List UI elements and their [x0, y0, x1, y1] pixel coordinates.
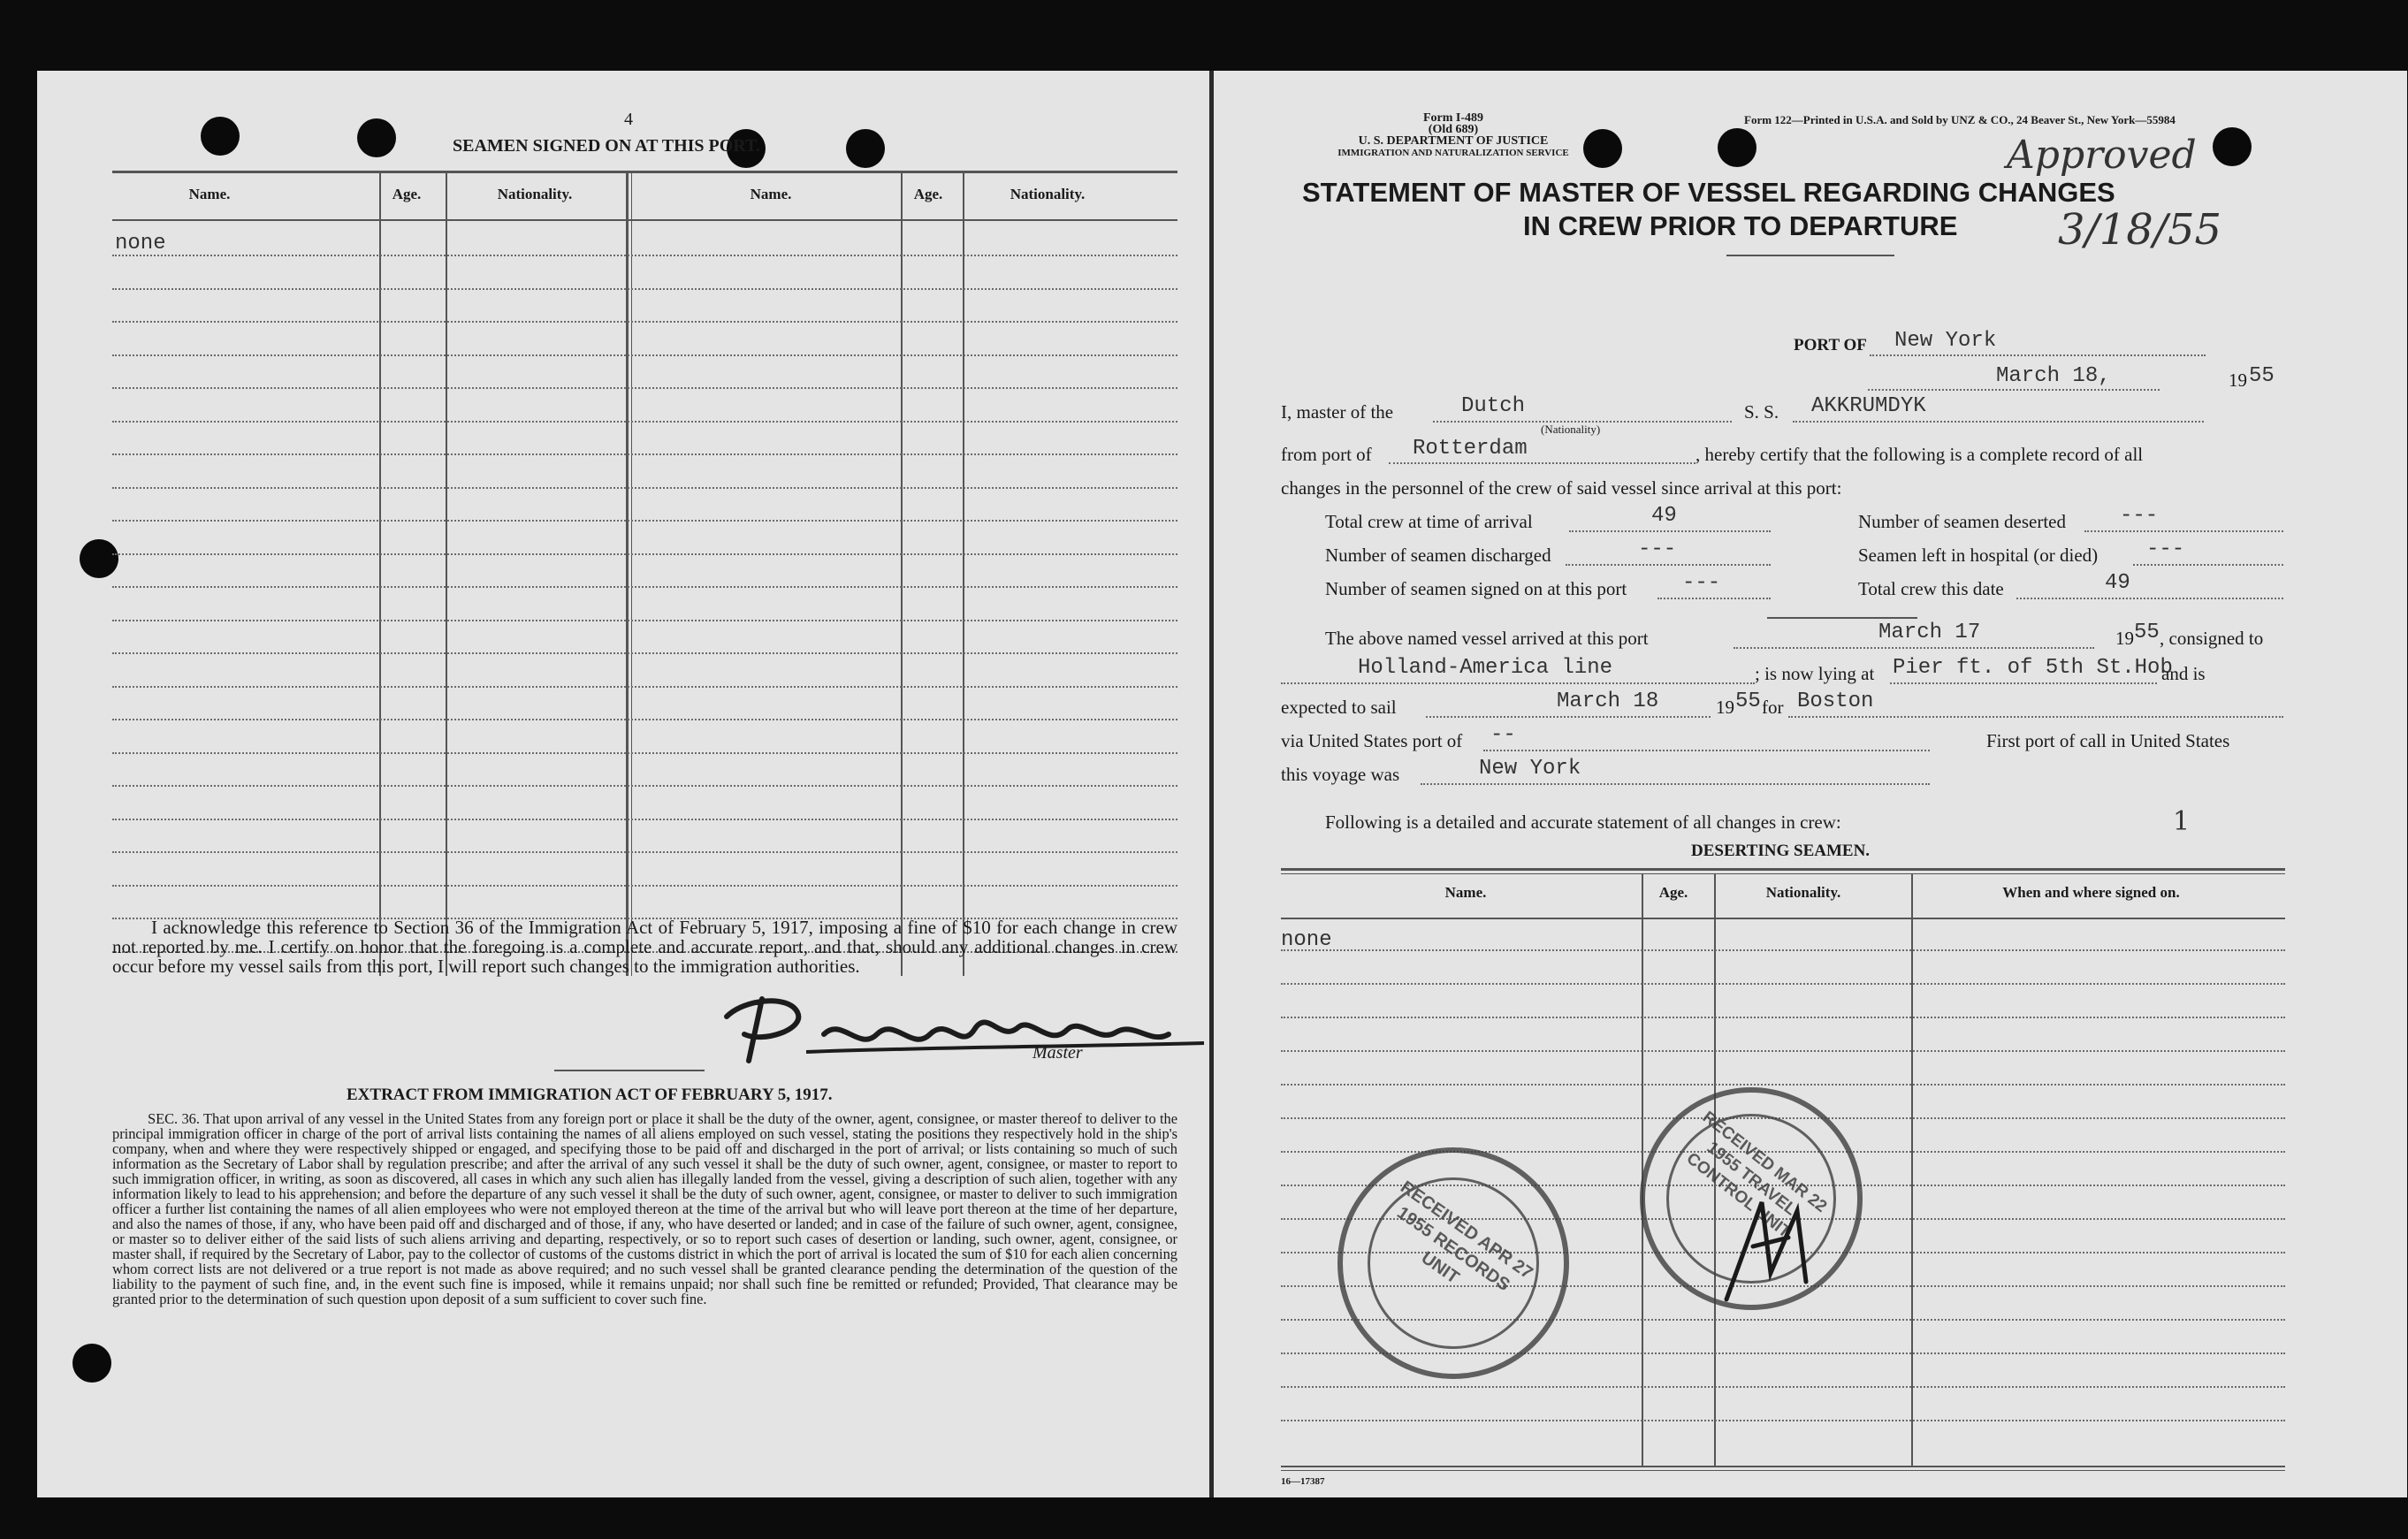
arrived-year-prefix: 19	[2115, 628, 2134, 649]
ss-label: S. S.	[1744, 401, 1779, 423]
fill-line	[1389, 462, 1696, 464]
fill-line	[2016, 598, 2283, 599]
table-bottom-rule	[1281, 1466, 2285, 1467]
column-divider	[1911, 873, 1913, 1466]
table-row	[112, 785, 1177, 787]
page-number: 4	[624, 110, 633, 129]
col-header-nationality: Nationality.	[1765, 884, 1841, 901]
table-row	[112, 421, 1177, 423]
extract-title: EXTRACT FROM IMMIGRATION ACT OF FEBRUARY 5, 1917.	[347, 1086, 833, 1104]
fill-line	[1281, 682, 1755, 684]
nationality-value: Dutch	[1461, 394, 1526, 418]
table-entry-name: none	[1281, 928, 1332, 952]
col-header-name: Name.	[1444, 884, 1487, 901]
column-divider	[626, 171, 629, 976]
col-header-age: Age.	[913, 186, 943, 202]
year-value: 55	[2249, 364, 2275, 388]
fill-line	[1788, 716, 2283, 718]
punch-hole	[357, 118, 396, 157]
total-date-value: 49	[2105, 571, 2130, 595]
department: U. S. DEPARTMENT OF JUSTICE	[1358, 134, 1549, 148]
table-top-rule	[1281, 873, 2285, 874]
fill-line	[2133, 564, 2283, 566]
title-underline	[1726, 255, 1894, 256]
table-row	[1281, 1386, 2285, 1388]
table-header-rule	[1281, 918, 2285, 919]
sail-label: expected to sail	[1281, 697, 1397, 718]
table-entry-name: none	[115, 232, 166, 255]
form-title-line2: IN CREW PRIOR TO DEPARTURE	[1523, 210, 1958, 241]
table-row	[112, 851, 1177, 853]
fill-line	[1421, 783, 1930, 785]
deserted-value: ---	[2120, 504, 2159, 528]
voyage-label: this voyage was	[1281, 764, 1400, 785]
sail-year-prefix: 19	[1716, 697, 1734, 718]
total-arrival-label: Total crew at time of arrival	[1325, 511, 1533, 532]
lying-label: ; is now lying at	[1755, 663, 1875, 684]
table-row	[1281, 1084, 2285, 1086]
and-is-label: and is	[2161, 663, 2206, 684]
table-top-rule	[112, 171, 1177, 173]
punch-hole	[2213, 127, 2252, 166]
deserted-label: Number of seamen deserted	[1858, 511, 2066, 532]
for-label: for	[1762, 697, 1784, 718]
hospital-value: ---	[2146, 537, 2185, 561]
total-date-label: Total crew this date	[1858, 578, 2004, 599]
table-row	[112, 520, 1177, 522]
left-page	[37, 71, 1209, 1497]
form-title-line1: STATEMENT OF MASTER OF VESSEL REGARDING CHANGES	[1302, 177, 2115, 208]
column-divider	[963, 171, 964, 976]
table-top-rule	[1281, 868, 2285, 871]
col-header-nationality: Nationality.	[497, 186, 573, 202]
year-prefix: 19	[2229, 370, 2247, 391]
from-port-value: Rotterdam	[1413, 437, 1528, 461]
extract-text: SEC. 36. That upon arrival of any vessel in the United States from any foreign port or place it shall be the duty of the owner, agent, consignee, or master thereof to deliver to the principal immigration officer in charge of the port of arrival lists containing the names of all aliens employed on such vessel, stating the positions they respectively hold in the ship's company, when and where they were respectively shipped or engaged, and specifying those to be paid off and discharged in the port of arrival; or lists containing so much of such information as the Secretary of Labor shall by regulation prescribe; and after the arrival of any such vessel it shall be the duty of such owner, agent, consignee, or master to report to such immigration officer, in writing, as soon as discovered, all cases in which any such alien has illegally landed from the vessel, giving a description of such alien, together with any information likely to lead to his apprehension; and before the departure of any such vessel it shall be the duty of such owner, agent, consignee, or master to deliver to such immigration officer a further list containing the names of all alien employees who were not employed thereon at the time of the arrival but who will leave port thereon at the time of her departure, and also the names of those, if any, who have been paid off and discharged and of those, if any, who have deserted or landed; and in case of the failure of such owner, agent, consignee, or master so to deliver either of the said lists of such aliens arriving and departing, respectively, or so to report such cases of desertion or landing, such owner, agent, consignee, or master shall, if required by the Secretary of Labor, pay to the collector of customs of the customs district in which the port of arrival is located the sum of $10 for each alien concerning whom correct lists are not delivered or a true report is not made as above required; and no such vessel shall be granted clearance pending the determination of the question of the liability to the payment of such fine, and, in the event such fine is imposed, while it remains unpaid; nor shall such fine be remitted or refunded; Provided, That clearance may be granted prior to the determination of such question upon deposit of a sum sufficient to cover such fine.	[112, 1110, 1177, 1307]
service: IMMIGRATION AND NATURALIZATION SERVICE	[1337, 148, 1569, 158]
master-of-label: I, master of the	[1281, 401, 1394, 423]
signed-on-value: ---	[1682, 571, 1721, 595]
changes-text: changes in the personnel of the crew of said vessel since arrival at this port:	[1281, 477, 1842, 499]
fill-line	[2084, 530, 2283, 532]
voyage-value: New York	[1479, 757, 1581, 781]
fill-line	[1657, 598, 1771, 599]
col-header-when-where: When and where signed on.	[2002, 884, 2180, 901]
initials-mark	[1700, 1149, 1841, 1326]
table-header-rule	[112, 219, 1177, 221]
table-row	[112, 819, 1177, 820]
fill-line	[1734, 647, 2094, 649]
table-row	[112, 453, 1177, 455]
table-row	[1281, 949, 2285, 951]
acknowledgment-text: I acknowledge this reference to Section 36 of the Immigration Act of February 5, 1917, imposing a fine of $10 for each change in crew not reported by me. I certify on honor that the foregoing is a complete and accurate report, and that, should any additional changes in crew occur before my vessel sails from this port, I will report such changes to the immigration authorities.	[112, 917, 1177, 977]
table-bottom-rule	[1281, 1470, 2285, 1471]
for-value: Boston	[1797, 690, 1874, 713]
table-row	[112, 752, 1177, 754]
punch-hole	[80, 539, 118, 578]
consignee-value: Holland-America line	[1358, 656, 1613, 680]
printer-line: Form 122—Printed in U.S.A. and Sold by UNZ & CO., 24 Beaver St., New York—55984	[1744, 113, 2176, 126]
travel-control-stamp: RECEIVED MAR 22 1955 TRAVEL CONTROL UNIT	[1640, 1087, 1863, 1310]
fill-line	[1569, 530, 1771, 532]
punch-hole	[846, 129, 885, 168]
table-row	[112, 354, 1177, 356]
punch-hole	[72, 1344, 111, 1383]
table-row	[1281, 1420, 2285, 1421]
fill-line	[1793, 421, 2204, 423]
records-unit-stamp: RECEIVED APR 27 1955 RECORDS UNIT	[1337, 1147, 1569, 1379]
fill-line	[1870, 354, 2206, 356]
col-header-name: Name.	[750, 186, 792, 202]
form-id: Form I-489	[1422, 111, 1484, 125]
table-row	[112, 255, 1177, 256]
lying-value: Pier ft. of 5th St.Hob	[1893, 656, 2173, 680]
separator	[1767, 617, 1917, 619]
date-value: March 18,	[1996, 364, 2111, 388]
via-value: --	[1490, 723, 1516, 747]
column-divider	[901, 171, 903, 976]
master-signature	[709, 981, 1239, 1078]
total-arrival-value: 49	[1651, 504, 1677, 528]
fill-line	[1426, 716, 1711, 718]
fill-line	[1868, 389, 2160, 391]
from-port-label: from port of	[1281, 444, 1372, 465]
port-of-value: New York	[1894, 329, 1997, 353]
punch-hole	[1718, 128, 1756, 167]
form-number: 16—17387	[1281, 1476, 1325, 1487]
first-port-label: First port of call in United States	[1986, 730, 2230, 751]
arrived-year: 55	[2134, 621, 2160, 644]
right-page	[1214, 71, 2407, 1497]
col-header-age: Age.	[1658, 884, 1688, 901]
hospital-label: Seamen left in hospital (or died)	[1858, 545, 2099, 566]
fill-line	[1483, 750, 1930, 751]
col-header-name: Name.	[188, 186, 231, 202]
table-row	[112, 487, 1177, 489]
column-divider	[631, 171, 632, 976]
changes-count: 1	[2173, 806, 2191, 837]
table-row	[112, 387, 1177, 389]
sail-value: March 18	[1557, 690, 1659, 713]
fill-line	[1566, 564, 1771, 566]
table-row	[1281, 1050, 2285, 1052]
table-row	[112, 652, 1177, 654]
handwritten-approval: Approved	[2007, 133, 2197, 178]
master-label: Master	[1033, 1043, 1083, 1063]
fill-line	[1890, 682, 2157, 684]
table-row	[1281, 983, 2285, 985]
column-divider	[446, 171, 447, 976]
certify-text: , hereby certify that the following is a complete record of all	[1696, 444, 2144, 465]
table-row	[112, 719, 1177, 720]
col-header-nationality: Nationality.	[1010, 186, 1086, 202]
sail-year: 55	[1735, 690, 1761, 713]
following-text: Following is a detailed and accurate statement of all changes in crew:	[1325, 811, 1841, 833]
section-title: SEAMEN SIGNED ON AT THIS PORT.	[453, 136, 760, 156]
table-row	[112, 586, 1177, 588]
via-label: via United States port of	[1281, 730, 1463, 751]
port-of-label: PORT OF	[1794, 336, 1867, 354]
table-row	[112, 620, 1177, 621]
arrived-value: March 17	[1878, 621, 1981, 644]
table-row	[112, 321, 1177, 323]
discharged-value: ---	[1638, 537, 1677, 561]
table-row	[112, 288, 1177, 290]
deserting-title: DESERTING SEAMEN.	[1691, 842, 1871, 860]
discharged-label: Number of seamen discharged	[1325, 545, 1551, 566]
nationality-caption: (Nationality)	[1541, 423, 1601, 436]
table-row	[112, 686, 1177, 688]
form-old: (Old 689)	[1428, 123, 1479, 136]
column-divider	[379, 171, 381, 976]
table-row	[112, 885, 1177, 887]
arrived-label: The above named vessel arrived at this port	[1325, 628, 1649, 649]
punch-hole	[201, 117, 240, 156]
consigned-label: , consigned to	[2160, 628, 2264, 649]
handwritten-date: 3/18/55	[2058, 205, 2222, 255]
ship-name: AKKRUMDYK	[1811, 394, 1926, 418]
separator	[554, 1070, 705, 1071]
col-header-age: Age.	[392, 186, 422, 202]
table-row	[112, 553, 1177, 555]
signed-on-label: Number of seamen signed on at this port	[1325, 578, 1627, 599]
table-row	[1281, 1017, 2285, 1018]
